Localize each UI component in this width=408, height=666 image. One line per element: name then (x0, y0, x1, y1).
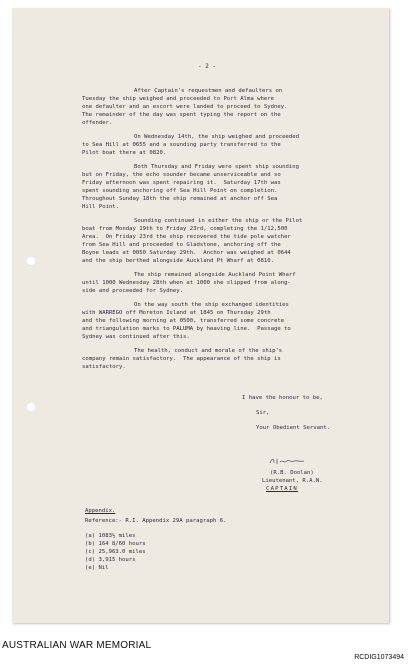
paragraph-1-line-3: one defaulter and an escort were landed to proceed to Sydney. (82, 104, 288, 110)
archive-name: AUSTRALIAN WAR MEMORIAL (2, 640, 152, 651)
paragraph-1-line-4: The remainder of the day was spent typing the report on the (82, 112, 281, 118)
paragraph-4-line-2: boat from Monday 19th to Friday 23rd, completing the 1/12,500 (82, 226, 288, 232)
paragraph-4-line-4: from Sea Hill and proceeded to Gladstone, anchoring off the (82, 242, 281, 248)
paragraph-1-line-5: offender. (82, 120, 113, 126)
paragraph-7-line-1: The health, conduct and morale of the ship's (134, 348, 283, 354)
appendix-item-d: (d) 3,915 hours (85, 557, 136, 563)
paragraph-5-line-1: The ship remained alongside Auckland Point Wharf (134, 272, 296, 278)
paragraph-6-line-4: and triangulation marks to PALUMA by heaving line. Passage to (82, 326, 291, 332)
paragraph-6-line-1: On the way south the ship exchanged identities (134, 302, 289, 308)
paragraph-2-line-2: to Sea Hill at 0655 and a sounding party transferred to the (82, 142, 281, 148)
paragraph-2-line-3: Pilot boat there at 0820. (82, 150, 167, 156)
paragraph-5-line-2: until 1000 Wednesday 28th when at 1000 she slipped from along- (82, 280, 291, 286)
paragraph-6-line-5: Sydney was continued after this. (82, 334, 190, 340)
paragraph-3-line-6: Hill Point. (82, 204, 120, 210)
paragraph-4-line-5: Boyne leads at 0050 Saturday 29th. Anchor was weighed at 0644 (82, 250, 291, 256)
appendix-item-a: (a) 1083½ miles (85, 533, 136, 539)
appendix-item-b: (b) 164 8/60 hours (85, 541, 146, 547)
paragraph-3-line-5: Throughout Sunday 18th the ship remained at anchor off Sea (82, 196, 278, 202)
signatory-name: (R.B. Doolan) (270, 470, 314, 476)
paragraph-7-line-2: company remain satisfactory. The appearance of the ship is (82, 356, 281, 362)
record-id: RCDIG1073494 (354, 654, 404, 661)
paragraph-6-line-3: and the following morning at 0500, transferred some concrete (82, 318, 285, 324)
punch-hole-top (26, 256, 36, 266)
signatory-rank: Lieutenant, R.A.N. (262, 478, 323, 484)
paragraph-3-line-3: Friday afternoon was spent repairing it. Saturday 17th was (82, 180, 281, 186)
paragraph-3-line-2: but on Friday, the echo sounder became unserviceable and so (82, 172, 281, 178)
appendix-reference: Reference:- R.I. Appendix 29A paragraph 6. (85, 518, 227, 524)
punch-hole-bottom (26, 402, 36, 412)
closing-servant: Your Obedient Servant. (256, 425, 331, 431)
paragraph-1-line-2: Tuesday the ship weighed and proceeded to Port Alma where (82, 96, 274, 102)
paragraph-7-line-3: satisfactory. (82, 364, 126, 370)
appendix-heading: Appendix. (85, 508, 116, 514)
appendix-item-e: (e) Nil (85, 565, 109, 571)
paragraph-1-line-1: After Captain's requestmen and defaulters on (134, 88, 283, 94)
paragraph-4-line-3: Area. On Friday 23rd the ship recovered the tide pole watcher (82, 234, 291, 240)
signatory-title: CAPTAIN (266, 486, 298, 492)
closing-honour: I have the honour to be, (242, 395, 323, 401)
paragraph-5-line-3: side and proceeded for Sydney. (82, 288, 184, 294)
closing-sir: Sir, (256, 410, 270, 416)
paragraph-3-line-1: Both Thursday and Friday were spent ship sounding (134, 164, 300, 170)
paragraph-4-line-6: and the ship berthed alongside Auckland Pt Wharf at 0810. (82, 258, 274, 264)
paragraph-6-line-2: with WARREGO off Moreton Island at 1845 on Thursday 29th (82, 310, 271, 316)
paragraph-2-line-1: On Wednesday 14th, the ship weighed and proceeded (134, 134, 300, 140)
paragraph-3-line-4: spent sounding anchoring off Sea Hill Point on completion. (82, 188, 278, 194)
handwritten-signature (268, 456, 308, 466)
page-number: - 2 - (198, 63, 217, 70)
paragraph-4-line-1: Sounding continued in either the ship or the Pilot (134, 218, 303, 224)
appendix-item-c: (c) 25,963.0 miles (85, 549, 146, 555)
